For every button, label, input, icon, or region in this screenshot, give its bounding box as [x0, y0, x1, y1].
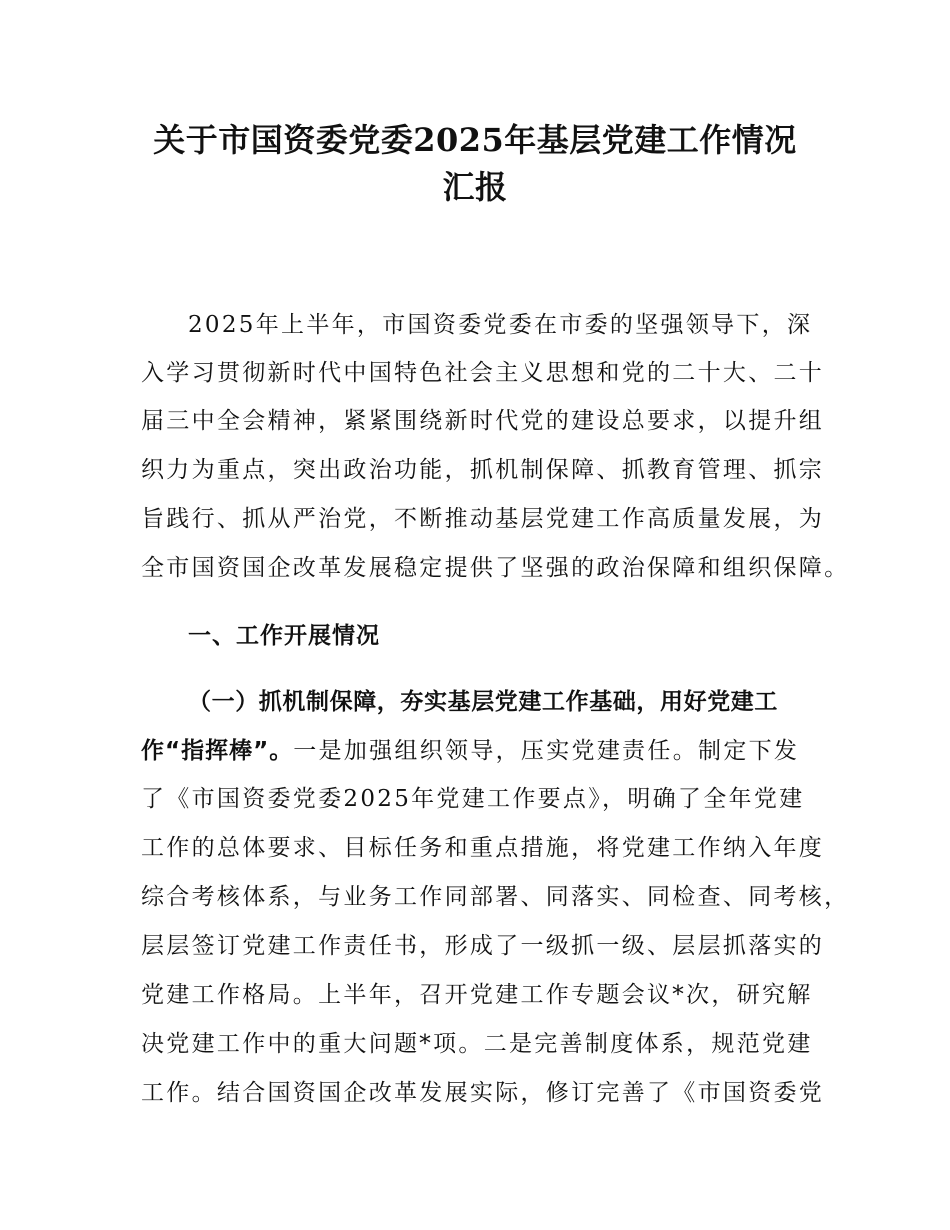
body-line: 综合考核体系，与业务工作同部署、同落实、同检查、同考核， — [141, 884, 850, 910]
subsection-line — [141, 736, 799, 766]
intro-line: 全市国资国企改革发展稳定提供了坚强的政治保障和组织保障。 — [141, 555, 850, 581]
document-title-line1: 关于市国资委党委2025年基层党建工作情况 — [153, 121, 797, 159]
body-line: 党建工作格局。上半年，召开党建工作专题会议*次，研究解 — [141, 982, 813, 1008]
body-line: 了《市国资委党委2025年党建工作要点》，明确了全年党建 — [141, 786, 805, 812]
body-line: 工作。结合国资国企改革发展实际，修订完善了《市国资委党 — [141, 1080, 825, 1106]
subsection-heading: （一）抓机制保障，夯实基层党建工作基础，用好党建工 — [188, 689, 778, 715]
intro-line: 2025年上半年，市国资委党委在市委的坚强领导下，深 — [188, 312, 813, 338]
intro-line: 入学习贯彻新时代中国特色社会主义思想和党的二十大、二十 — [141, 360, 825, 386]
section-heading: 一、工作开展情况 — [188, 623, 380, 649]
body-line: 决党建工作中的重大问题*项。二是完善制度体系，规范党建 — [141, 1031, 813, 1057]
intro-line: 织力为重点，突出政治功能，抓机制保障、抓教育管理、抓宗 — [141, 457, 825, 483]
body-line: 工作的总体要求、目标任务和重点措施，将党建工作纳入年度 — [141, 835, 825, 861]
document-title-line2: 汇报 — [442, 168, 508, 206]
subsection-line-text: 一是加强组织领导，压实党建责任。制定下发 — [293, 738, 800, 764]
intro-line: 届三中全会精神，紧紧围绕新时代党的建设总要求，以提升组 — [141, 408, 825, 434]
intro-line: 旨践行、抓从严治党，不断推动基层党建工作高质量发展，为 — [141, 506, 825, 532]
body-line: 层层签订党建工作责任书，形成了一级抓一级、层层抓落实的 — [141, 933, 825, 959]
subsection-heading-end: 作“指挥棒”。 — [141, 738, 294, 764]
